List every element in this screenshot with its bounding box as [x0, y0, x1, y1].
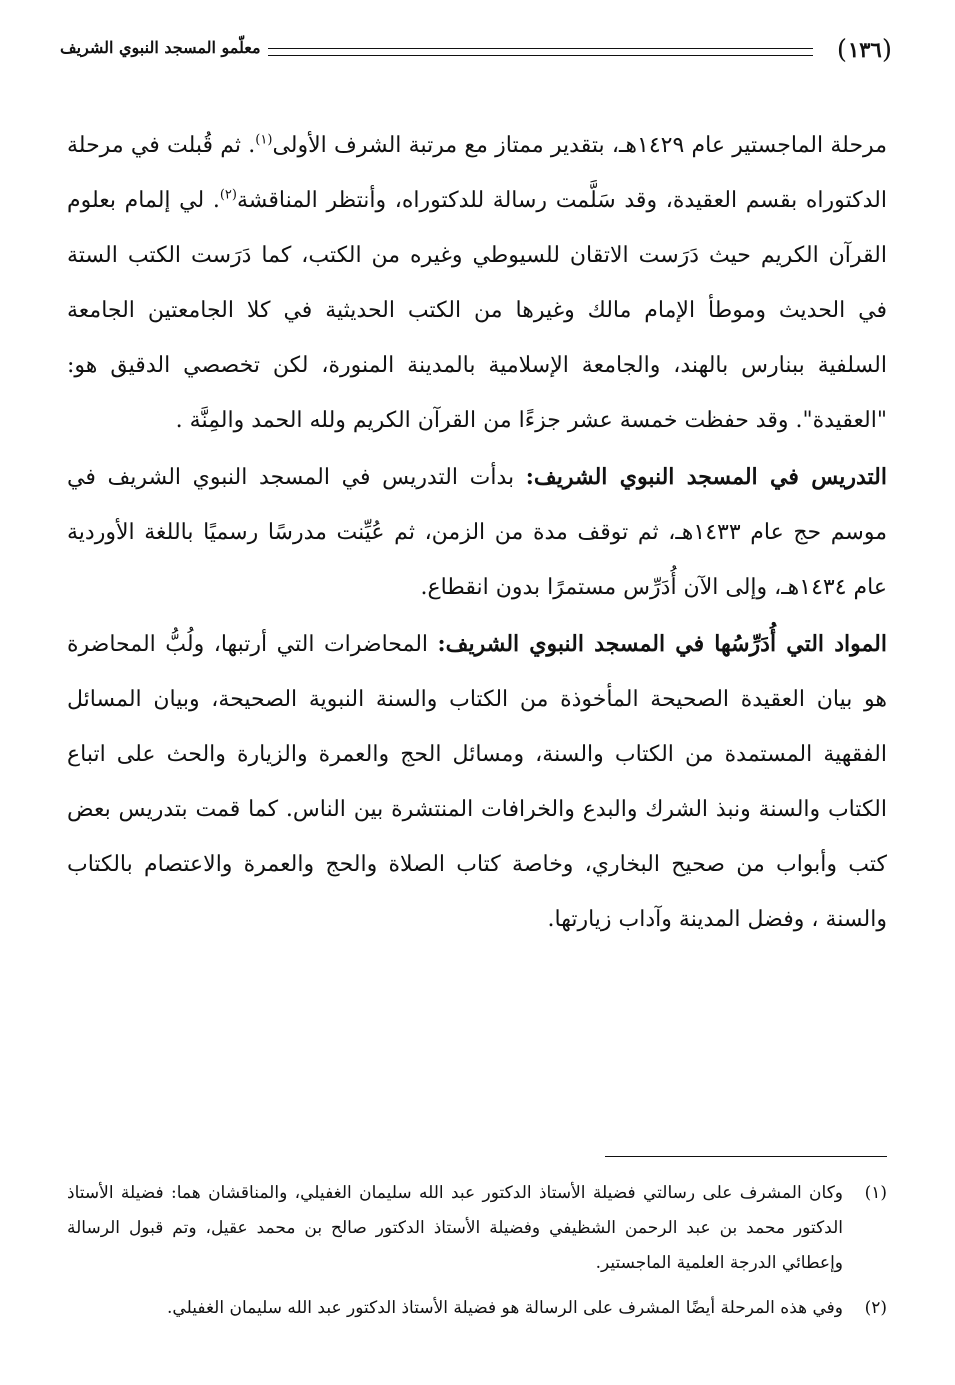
paragraph-1-text-b: . ثم قُبلت في مرحلة الدكتوراه بقسم العقيدة، وقد سَلَّمت رسالة للدكتوراه، وأنتظر المناقشة: [67, 133, 887, 213]
paragraph-education: [67, 118, 887, 448]
paragraph-3-heading: المواد التي أُدَرِّسُها في المسجد النبوي الشريف:: [437, 631, 888, 657]
paragraph-2-text: بدأت التدريس في المسجد النبوي الشريف في موسم حج عام ١٤٣٣هـ، ثم توقف مدة من الزمن، ثم عُيِّنت مدرسًا رسميًا باللغة الأوردية عام ١٤٣٤هـ، وإلى الآن أُدَرِّس مستمرًا بدون انقطاع.: [67, 465, 887, 600]
paragraph-3-text: المحاضرات التي أرتبها، ولُبُّ المحاضرة هو بيان العقيدة الصحيحة المأخوذة من الكتاب والسنة النبوية الصحيحة، وبيان المسائل الفقهية المستمدة من الكتاب والسنة، ومسائل الحج والعمرة والزيارة والحث على اتباع الكتاب والسنة ونبذ الشرك والبدع والخرافات المنتشرة بين الناس. كما قمت بتدريس بعض كتب وأبواب من صحيح البخاري، وخاصة كتاب الصلاة والحج والعمرة والاعتصام بالكتاب والسنة ، وفضل المدينة وآداب زيارتها.: [67, 632, 887, 932]
running-title: معلّمو المسجد النبوي الشريف: [60, 38, 261, 57]
page-number-close-bracket: ): [836, 35, 848, 65]
paragraph-2-heading: التدريس في المسجد النبوي الشريف:: [525, 464, 887, 490]
footnote-2-text: وفي هذه المرحلة أيضًا المشرف على الرسالة هو فضيلة الأستاذ الدكتور عبد الله سليمان الغفيلي.: [167, 1298, 843, 1318]
page-number-value: ١٣٦: [848, 37, 882, 62]
footnote-2: [67, 1291, 887, 1326]
footnotes: [67, 1176, 887, 1326]
footnote-1-number: (١): [864, 1183, 887, 1203]
page-number: [837, 34, 893, 64]
footnote-1: [67, 1176, 887, 1281]
footnote-ref-1: (١): [255, 132, 273, 148]
paragraph-1-text-c: . لي إلمام بعلوم القرآن الكريم حيث دَرَست الاتقان للسيوطي وغيره من الكتب، كما دَرَست الكتب الستة في الحديث وموطأ الإمام مالك وغيرها من الكتب الحديثية في كلا الجامعتين الجامعة السلفية ببنارس بالهند، والجامعة الإسلامية بالمدينة المنورة، لكن تخصصي الدقيق هو: "العقيدة". وقد حفظت خمسة عشر جزءًا من القرآن الكريم ولله الحمد والمِنَّة .: [67, 188, 887, 433]
footnote-2-number: (٢): [864, 1298, 887, 1318]
footnote-separator: [605, 1156, 887, 1157]
paragraph-subjects: [67, 617, 887, 947]
footnote-ref-2: (٢): [219, 187, 237, 203]
page-number-open-bracket: (: [881, 35, 893, 65]
paragraph-teaching: [67, 450, 887, 615]
paragraph-1-text-a: مرحلة الماجستير عام ١٤٢٩هـ، بتقدير ممتاز مع مرتبة الشرف الأولى: [272, 133, 887, 158]
page-header: [60, 30, 893, 70]
main-text: [67, 118, 887, 947]
footnote-1-text: وكان المشرف على رسالتي فضيلة الأستاذ الدكتور عبد الله سليمان الغفيلي، والمناقشان هما: فضيلة الأستاذ الدكتور محمد بن عبد الرحمن الشظيفي وفضيلة الأستاذ الدكتور صالح بن محمد عقيل، وتم قبول الرسالة وإعطائي الدرجة العلمية الماجستير.: [67, 1183, 843, 1273]
header-double-rule: [268, 48, 813, 56]
